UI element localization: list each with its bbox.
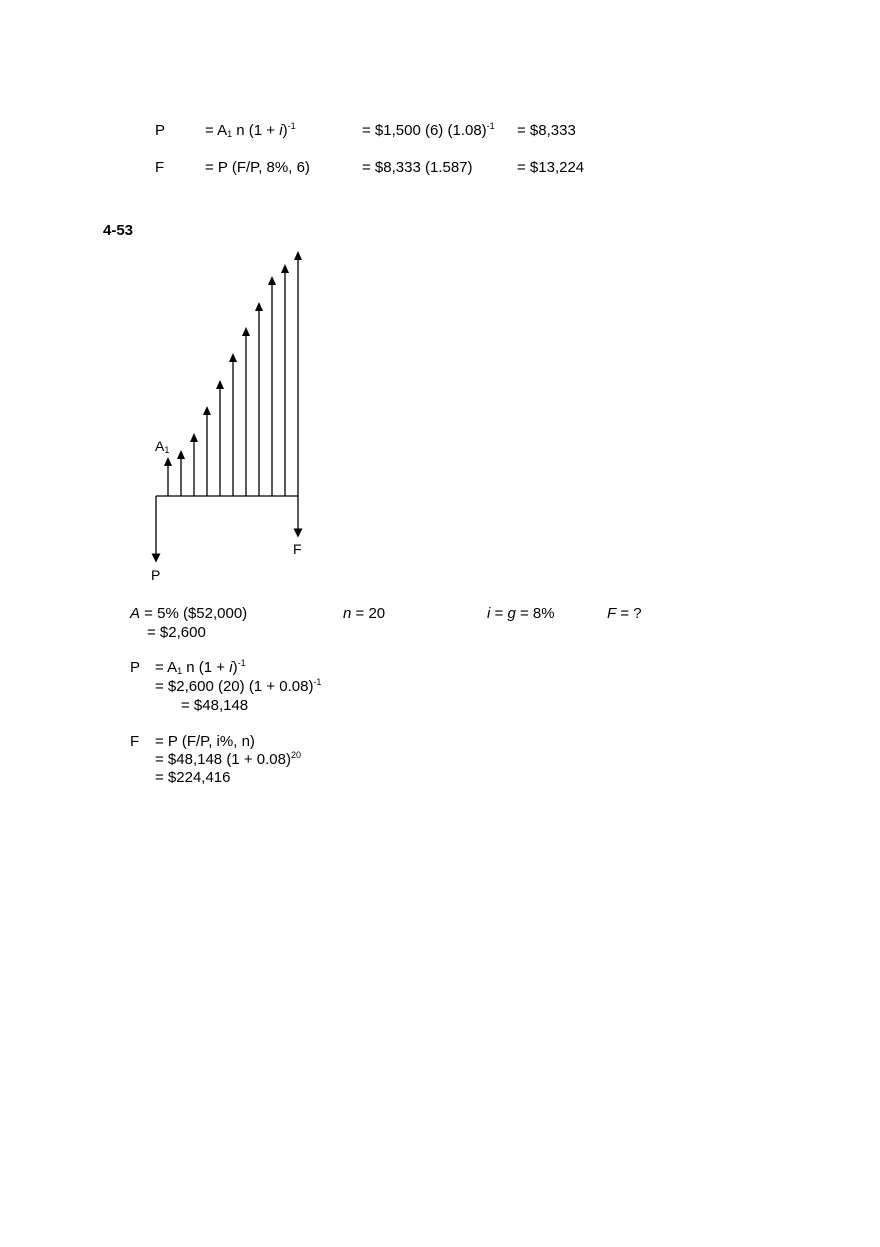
p-calc-line3: = $48,148	[181, 697, 249, 714]
payment-arrowhead-1	[164, 457, 172, 466]
problem-number: 4-53	[103, 222, 134, 239]
row2-result: = $13,224	[517, 159, 585, 176]
p-calc-line2: = $2,600 (20) $(1 + 0.08)^{-1}$	[155, 677, 322, 695]
payment-arrowhead-2	[177, 450, 185, 459]
row1-result: = $8,333	[517, 122, 576, 139]
row2-label: F	[155, 159, 165, 176]
payment-arrowhead-8	[255, 302, 263, 311]
f-calc-label: F	[130, 733, 140, 750]
a1-label: A1	[155, 438, 170, 455]
payment-arrowhead-11	[294, 251, 302, 260]
payment-arrowhead-3	[190, 433, 198, 442]
p-calc-label: P	[130, 659, 141, 676]
p-label: P	[151, 567, 161, 583]
f-calc-line1: = P (F/P, i%, n)	[155, 733, 255, 750]
row1-label: P	[155, 122, 166, 139]
row2-substitution: = $8,333 (1.587)	[362, 159, 473, 176]
given-a-result: = $2,600	[147, 624, 206, 641]
p-calc-line1: = $A_1$ n $(1 + i)^{-1}$	[155, 658, 246, 676]
given-n: n = 20	[343, 605, 386, 622]
row2-equation: = P (F/P, 8%, 6)	[205, 159, 310, 176]
given-a: A = 5% ($52,000)	[130, 605, 248, 622]
given-f: F = ?	[607, 605, 642, 622]
row1-equation: = $A_1$ n $(1 + i)^{-1}$	[205, 121, 296, 139]
cash-flow-diagram	[140, 245, 320, 590]
payment-arrowhead-10	[281, 264, 289, 273]
payment-arrowhead-4	[203, 406, 211, 415]
f-calc-line3: = $224,416	[155, 769, 231, 786]
f-calc-line2: = $48,148 $(1 + 0.08)^{20}$	[155, 750, 301, 768]
row1-substitution: = $1,500 (6) $(1.08)^{-1}$	[362, 121, 495, 139]
payment-arrowhead-9	[268, 276, 276, 285]
payment-arrowhead-5	[216, 380, 224, 389]
f-label: F	[293, 541, 302, 557]
payment-arrowhead-7	[242, 327, 250, 336]
payment-arrows	[164, 251, 302, 496]
payment-arrowhead-6	[229, 353, 237, 362]
given-i-g: i = g = 8%	[487, 605, 555, 622]
